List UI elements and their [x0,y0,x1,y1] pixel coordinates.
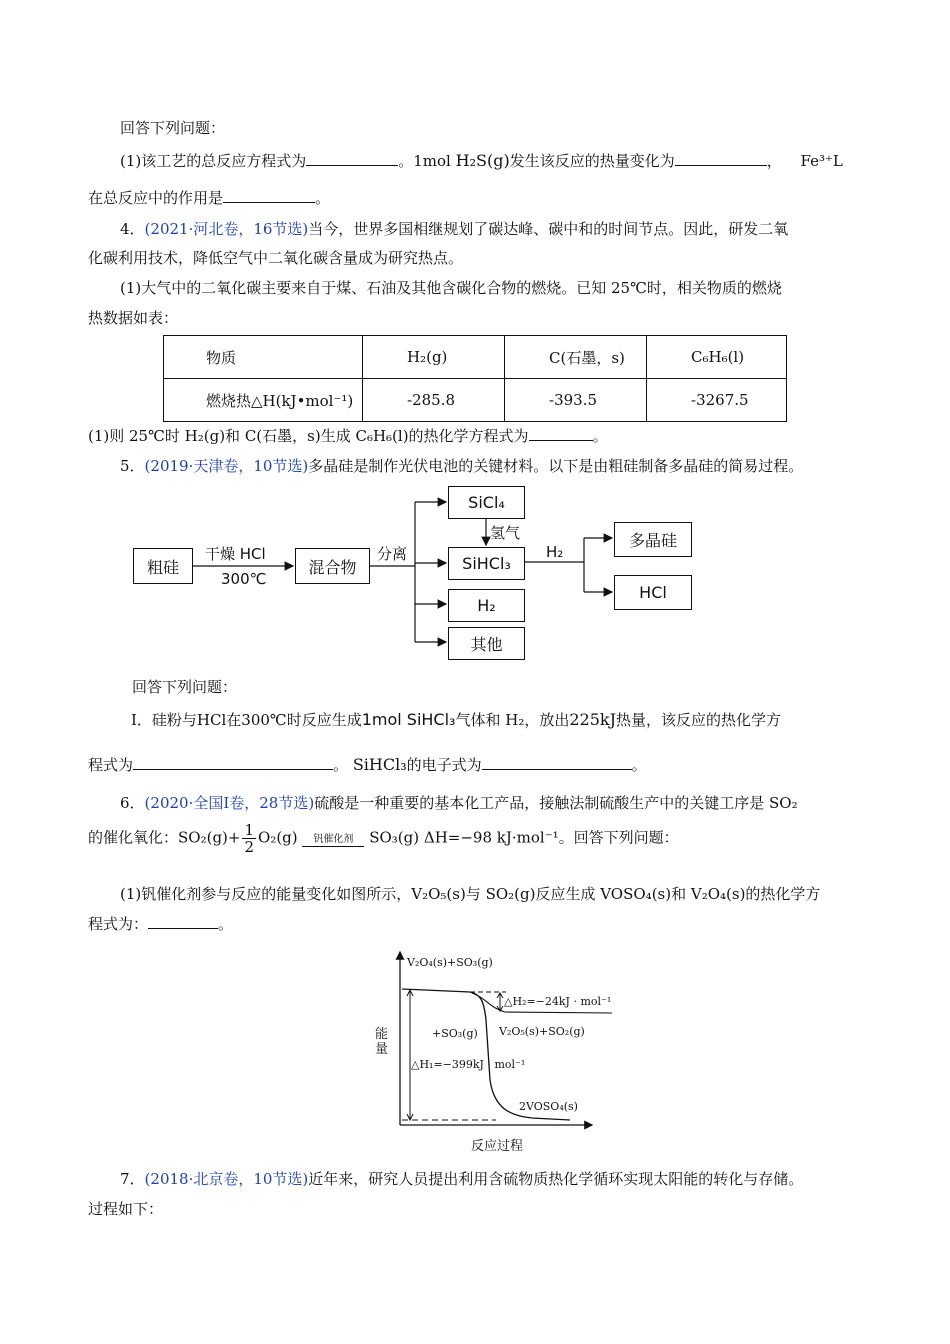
diagram-label-v2o5: V₂O₅(s)+SO₂(g) [499,1025,585,1038]
table-cell: -3267.5 [647,379,787,422]
hydrogen-label: 氢气 [490,524,521,542]
value: 225kJ [569,710,617,729]
question-4-line2: 化碳利用技术，降低空气中二氧化碳含量成为研究热点。 [88,249,464,267]
question-6-part1-line2 [88,913,233,934]
table-cell: -393.5 [505,379,647,422]
question-number: 4． [120,220,145,238]
question-text: 的催化氧化：SO₂(g)+ [88,828,241,847]
question-text: 多晶硅是制作光伏电池的关键材料。以下是由粗硅制备多晶硅的简易过程。 [308,457,804,475]
question-6-line2 [88,822,679,855]
question-4-part1-line1: (1)大气中的二氧化碳主要来自于煤、石油及其他含碳化合物的燃烧。已知 25℃时，相关物质的燃烧 [120,279,782,297]
hcl-box: HCl [614,575,692,610]
question-7-line2: 过程如下： [88,1200,164,1218]
question-source[interactable]: (2019·天津卷，10节选) [144,457,309,475]
question-text: SO₃(g) ΔH=−98 kJ·mol⁻¹。回答下列问题： [369,828,679,847]
question-text: 。 [592,427,608,445]
question-4-part1-line2: 热数据如表： [88,309,179,327]
table-cell: -285.8 [363,379,505,422]
answer-blank[interactable] [133,755,333,770]
answer-blank[interactable] [148,914,218,929]
diagram-y-axis-label: 能量 [375,1027,389,1057]
question-text: 的电子式为 [406,756,482,774]
question-text: ，放出 [524,711,570,729]
diagram-label-vosO4: 2VOSO₄(s) [519,1100,578,1113]
question-text: ， [766,152,782,170]
question-number: 7． [120,1170,145,1188]
question-text: 。 [333,756,349,774]
diagram-label-dh2: △H₂=−24kJ · mol⁻¹ [504,995,612,1008]
question-text: 近年来，研究人员提出利用含硫物质热化学循环实现太阳能的转化与存储。 [308,1170,804,1188]
fraction [242,822,256,855]
catalyst-label: 钒催化剂 [313,834,354,845]
others-box: 其他 [448,627,525,660]
question-7-line1 [120,1168,803,1189]
question-source[interactable]: (2018·北京卷，10节选) [144,1170,309,1188]
formula: H₂S(g) [455,151,510,170]
question-5-ask-line1 [131,709,781,730]
diagram-label-top: V₂O₄(s)+SO₃(g) [407,956,493,969]
question-number: 6． [120,794,145,812]
h2-arrow-label: H₂ [546,543,564,561]
section-intro: 回答下列问题： [120,119,226,137]
question-text: 。1mol [398,152,451,170]
flow-condition-label: 300℃ [221,570,267,588]
question-6-part1-line1: (1)钒催化剂参与反应的能量变化如图所示，V₂O₅(s)与 SO₂(g)反应生成 VOSO₄(s)和 V₂O₄(s)的热化学方 [120,885,821,903]
formula: H₂ [505,711,525,729]
mixture-box: 混合物 [295,548,370,584]
fraction-numerator: 1 [244,821,255,839]
question-text: 在总反应中的作用是 [88,189,224,207]
sihcl3-box: SiHCl₃ [448,547,525,580]
question-text: 程式为： [88,915,149,933]
table-cell: 燃烧热△H(kJ•mol⁻¹) [164,379,363,422]
question-source[interactable]: (2021·河北卷，16节选) [144,220,309,238]
question-text: 。 [218,915,234,933]
question-text: (1)则 25℃时 H₂(g)和 C(石墨，s)生成 C₆H₆(l)的热化学方程式为 [88,427,529,445]
question-number: 5． [120,457,145,475]
question-text: 热量，该反应的热化学方 [616,711,782,729]
question-source[interactable]: (2020·全国I卷，28节选) [144,794,315,812]
diagram-label-so3: +SO₃(g) [432,1027,478,1040]
formula: 1mol SiHCl₃ [361,710,456,729]
catalyst-arrow [302,830,364,847]
question-text: 。 [631,756,647,774]
question-text: (1)该工艺的总反应方程式为 [120,152,307,170]
diagram-label-dh1: △H₁=−399kJ · mol⁻¹ [411,1058,526,1071]
fraction-denominator: 2 [244,838,255,856]
polysilicon-box: 多晶硅 [614,522,692,557]
h2-box: H₂ [448,589,525,622]
question-text: 程式为 [88,756,134,774]
question-text: 当今，世界多国相继规划了碳达峰、碳中和的时间节点。因此，研发二氧 [308,220,789,238]
section-intro: 回答下列问题： [132,678,238,696]
answer-blank[interactable] [482,755,632,770]
table-cell: H₂(g) [363,336,505,379]
question-text: 气体和 [455,711,501,729]
question-text: 发生该反应的热量变化为 [509,152,675,170]
question-text: 硫酸是一种重要的基本化工产品，接触法制硫酸生产中的关键工序是 SO₂ [314,794,798,812]
formula: SiHCl₃ [352,755,407,774]
formula: Fe³⁺L [800,152,843,170]
question-text: I．硅粉与HCl在300℃时反应生成 [131,711,362,729]
table-cell: 物质 [164,336,363,379]
table-cell: C(石墨，s) [505,336,647,379]
question-5-ask-line2 [88,754,647,775]
diagram-x-axis-label: 反应过程 [471,1139,524,1154]
separation-label: 分离 [377,545,408,563]
sicl4-box: SiCl₄ [448,486,525,519]
flow-condition-label: 干燥 HCl [205,545,266,563]
table-cell: C₆H₆(l) [647,336,787,379]
question-text: O₂(g) [258,828,298,847]
energy-diagram [360,940,630,1155]
question-text: 。 [315,189,331,207]
question-6-line1 [120,792,798,813]
crude-silicon-box: 粗硅 [133,548,193,584]
